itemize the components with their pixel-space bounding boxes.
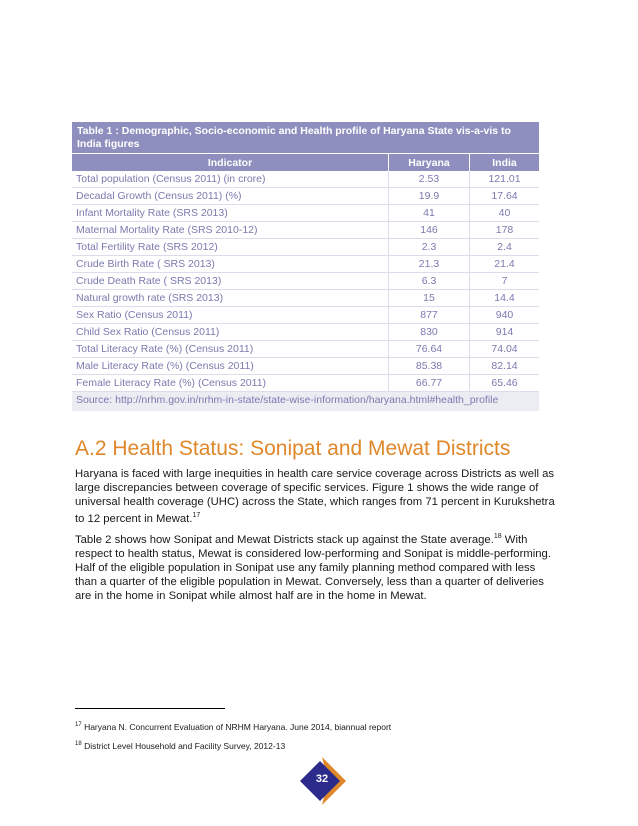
cell-haryana: 15 [389, 290, 470, 307]
table-row [72, 375, 539, 392]
cell-indicator: Crude Death Rate ( SRS 2013) [72, 273, 389, 290]
cell-haryana: 66.77 [389, 375, 470, 392]
profile-table [72, 153, 539, 392]
cell-indicator: Maternal Mortality Rate (SRS 2010-12) [72, 222, 389, 239]
cell-haryana: 6.3 [389, 273, 470, 290]
footnote-ref-17: 17 [192, 512, 201, 519]
paragraph-1-text: Haryana is faced with large inequities in health care service coverage across Districts as well as large discrepancies between coverage of specific services. Figure 1 shows the wide range of universal health coverage (UHC) across the State, which ranges from 71 percent in Kurukshetra to 12 percent in Mewat. [75, 468, 555, 525]
cell-india: 40 [470, 205, 540, 222]
table-row [72, 205, 539, 222]
cell-india: 121.01 [470, 171, 540, 188]
table-row [72, 256, 539, 273]
cell-indicator: Female Literacy Rate (%) (Census 2011) [72, 375, 389, 392]
table-row [72, 188, 539, 205]
header-indicator: Indicator [72, 154, 389, 172]
table-caption: Table 1 : Demographic, Socio-economic and Health profile of Haryana State vis-a-vis to India figures [72, 122, 539, 153]
cell-indicator: Total population (Census 2011) (in crore) [72, 171, 389, 188]
table-row [72, 290, 539, 307]
cell-indicator: Decadal Growth (Census 2011) (%) [72, 188, 389, 205]
section-heading: A.2 Health Status: Sonipat and Mewat Districts [75, 437, 511, 460]
cell-india: 82.14 [470, 358, 540, 375]
cell-india: 65.46 [470, 375, 540, 392]
profile-table-container [72, 122, 539, 411]
paragraph-1 [75, 467, 555, 526]
cell-india: 178 [470, 222, 540, 239]
table-row [72, 222, 539, 239]
cell-haryana: 146 [389, 222, 470, 239]
cell-india: 914 [470, 324, 540, 341]
cell-haryana: 877 [389, 307, 470, 324]
footnote-ref-18: 18 [493, 533, 502, 540]
cell-india: 17.64 [470, 188, 540, 205]
footnote-18 [75, 741, 285, 751]
footnote-text: Haryana N. Concurrent Evaluation of NRHM Haryana. June 2014, biannual report [84, 722, 392, 732]
header-india: India [470, 154, 540, 172]
table-row [72, 239, 539, 256]
cell-india: 7 [470, 273, 540, 290]
footnote-number: 18 [75, 741, 82, 748]
table-row [72, 358, 539, 375]
cell-india: 14.4 [470, 290, 540, 307]
paragraph-2 [75, 530, 555, 603]
table-row [72, 324, 539, 341]
cell-haryana: 2.3 [389, 239, 470, 256]
paragraph-2-text-b: With respect to health status, Mewat is considered low-performing and Sonipat is middle-performing. Half of the eligible population in Sonipat use any family planning method compared with less than a quarter of the eligible population in Mewat. Conversely, less than a quarter of deliveries are in the home in Sonipat while almost half are in the home in Mewat. [75, 533, 551, 602]
cell-indicator: Total Fertility Rate (SRS 2012) [72, 239, 389, 256]
cell-haryana: 19.9 [389, 188, 470, 205]
cell-indicator: Total Literacy Rate (%) (Census 2011) [72, 341, 389, 358]
page-number-badge [298, 757, 348, 807]
cell-india: 74.04 [470, 341, 540, 358]
cell-haryana: 21.3 [389, 256, 470, 273]
footnote-text: District Level Household and Facility Survey, 2012-13 [84, 741, 286, 751]
cell-haryana: 85.38 [389, 358, 470, 375]
table-row [72, 307, 539, 324]
cell-indicator: Male Literacy Rate (%) (Census 2011) [72, 358, 389, 375]
cell-india: 940 [470, 307, 540, 324]
table-row [72, 341, 539, 358]
cell-indicator: Natural growth rate (SRS 2013) [72, 290, 389, 307]
table-row [72, 171, 539, 188]
cell-haryana: 830 [389, 324, 470, 341]
header-haryana: Haryana [389, 154, 470, 172]
table-header-row [72, 154, 539, 172]
footnote-divider [75, 708, 225, 709]
table-row [72, 273, 539, 290]
footnote-17 [75, 722, 391, 732]
cell-haryana: 41 [389, 205, 470, 222]
table-source: Source: http://nrhm.gov.in/nrhm-in-state/state-wise-information/haryana.html#health_profile [72, 392, 539, 411]
footnote-number: 17 [75, 722, 82, 729]
cell-indicator: Sex Ratio (Census 2011) [72, 307, 389, 324]
cell-haryana: 76.64 [389, 341, 470, 358]
cell-haryana: 2.53 [389, 171, 470, 188]
cell-indicator: Child Sex Ratio (Census 2011) [72, 324, 389, 341]
cell-india: 21.4 [470, 256, 540, 273]
cell-indicator: Crude Birth Rate ( SRS 2013) [72, 256, 389, 273]
cell-indicator: Infant Mortality Rate (SRS 2013) [72, 205, 389, 222]
page-number: 32 [315, 773, 329, 785]
paragraph-2-text-a: Table 2 shows how Sonipat and Mewat Districts stack up against the State average. [75, 533, 494, 546]
cell-india: 2.4 [470, 239, 540, 256]
